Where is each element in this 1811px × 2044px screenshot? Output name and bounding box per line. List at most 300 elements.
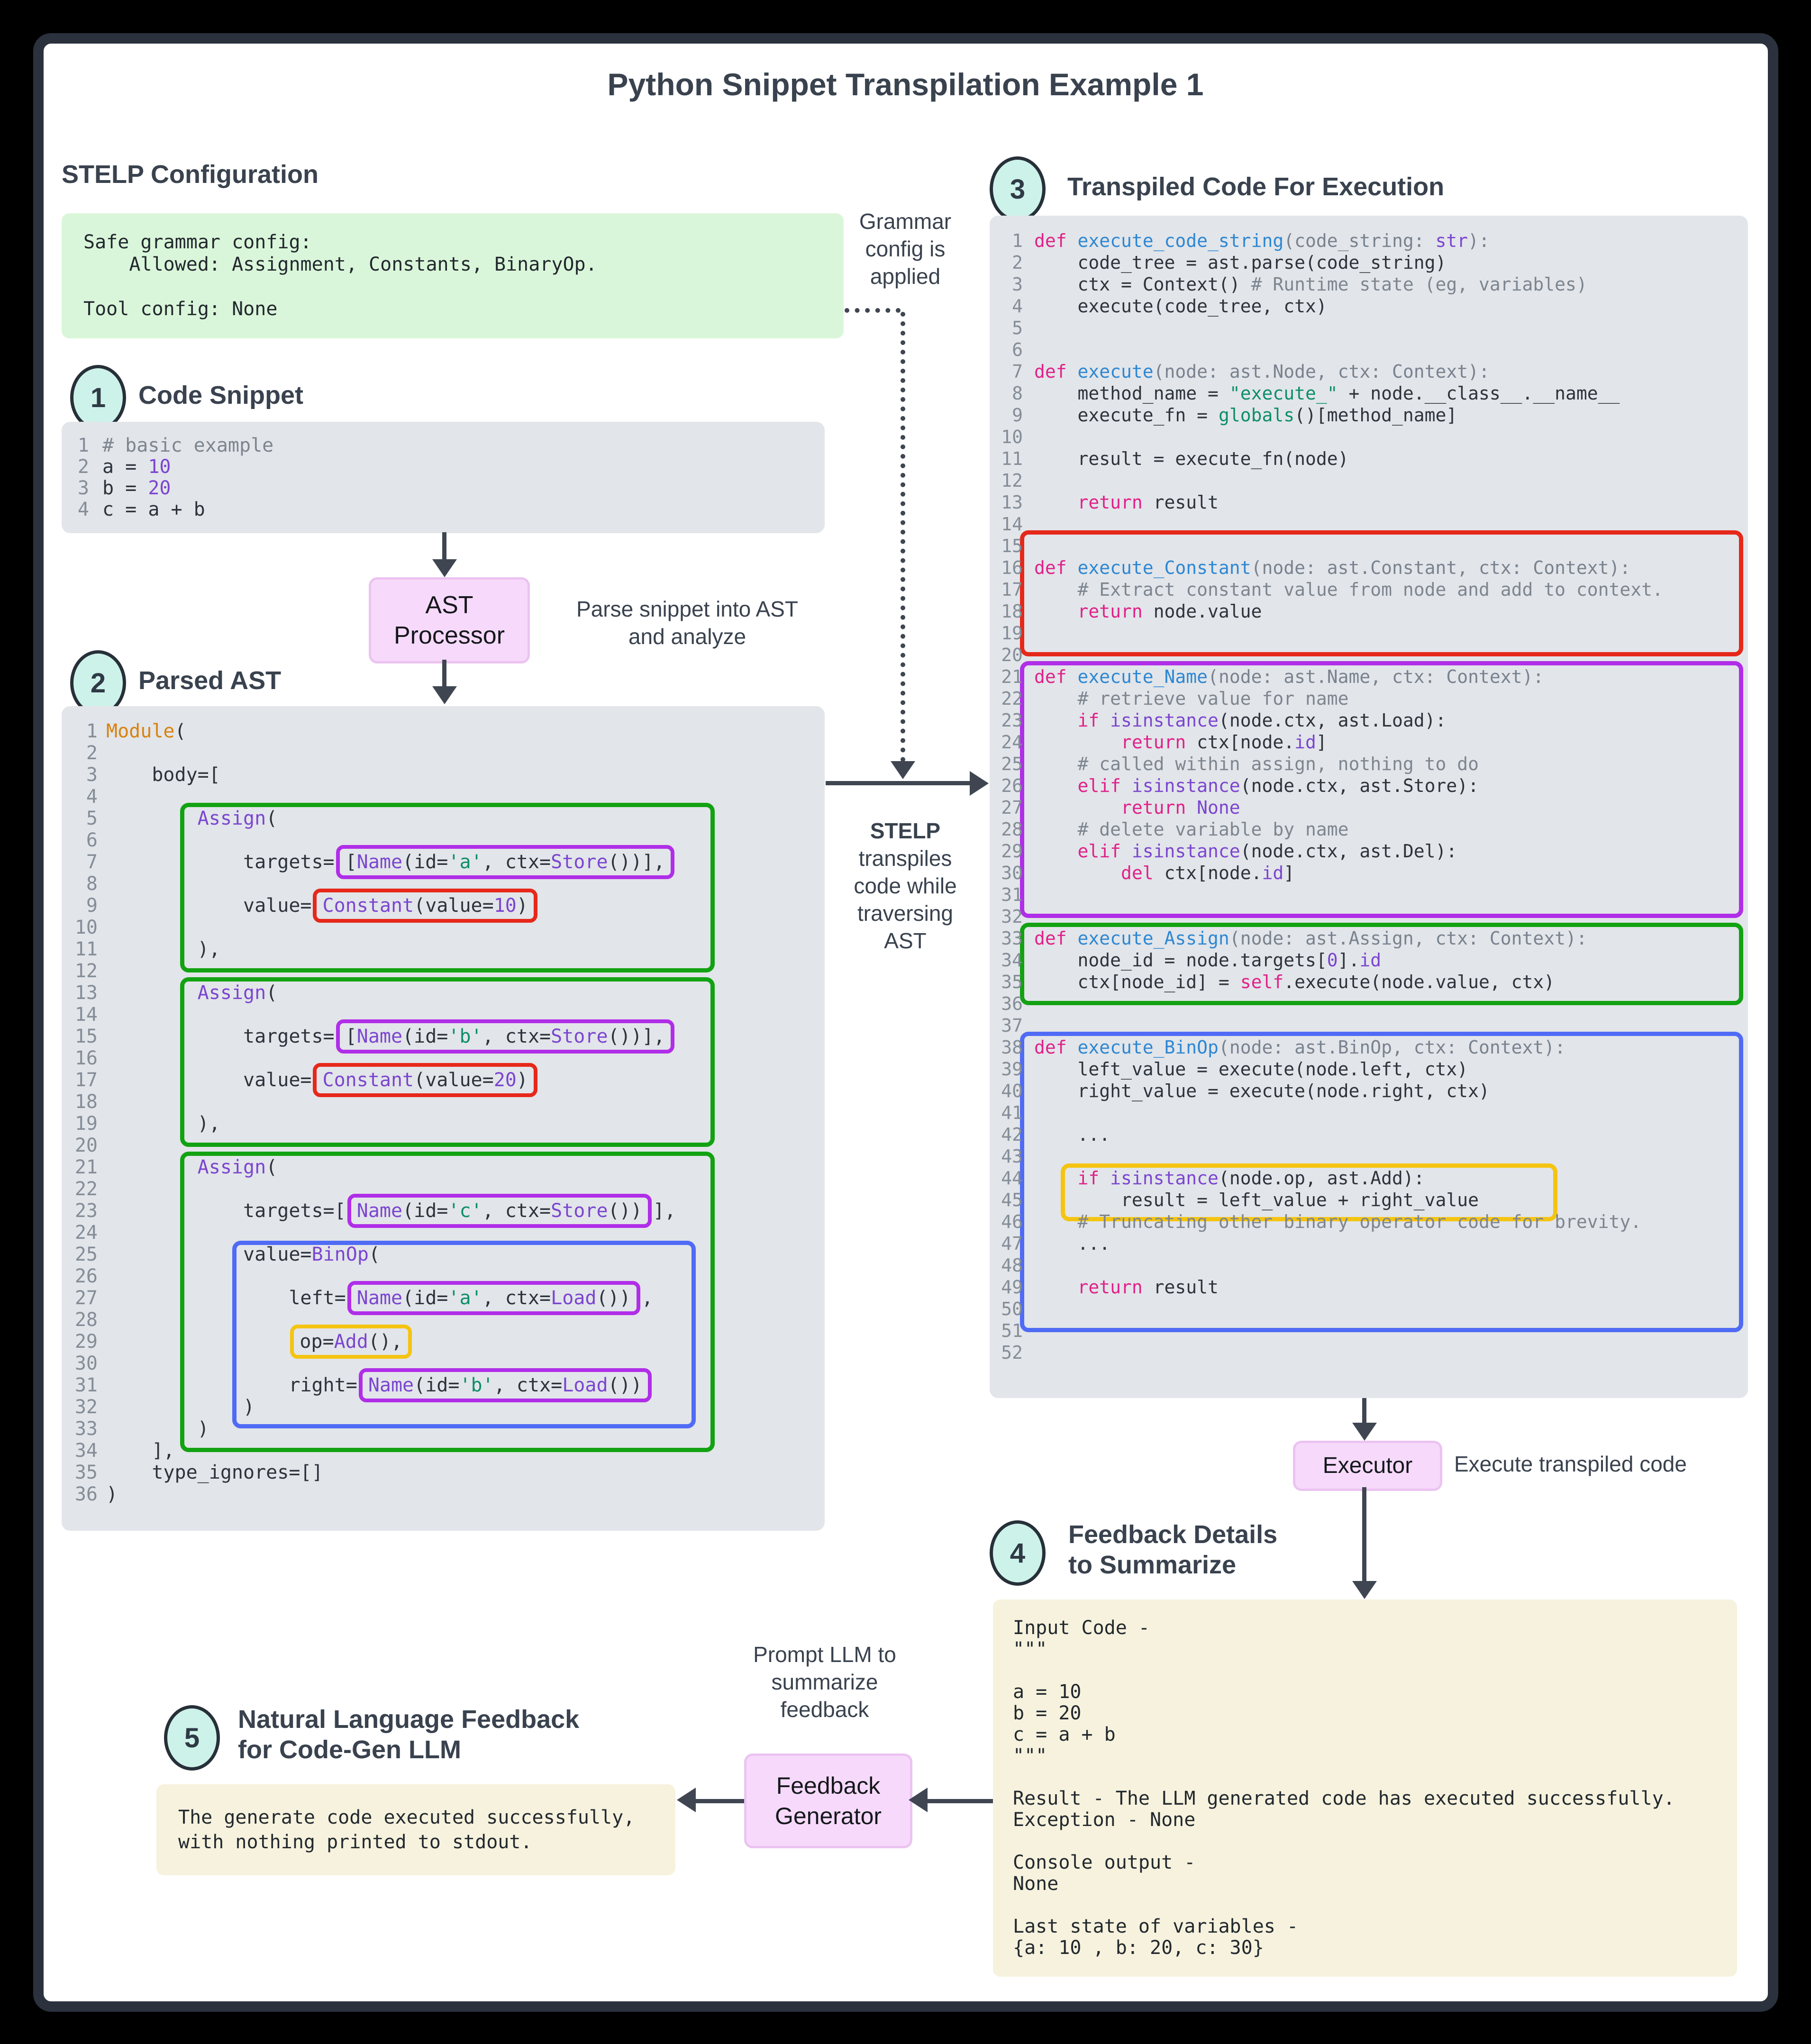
line-number: 19 <box>74 1113 98 1135</box>
code-line-content <box>106 1396 255 1418</box>
line-number: 24 <box>1001 732 1023 753</box>
code-token: Assign <box>197 808 266 829</box>
code-token: # delete variable by name <box>1034 819 1349 840</box>
nl-heading-line-1: Natural Language Feedback <box>238 1705 580 1734</box>
code-line <box>990 1342 1748 1363</box>
code-line-content <box>1034 491 1219 513</box>
code-line <box>990 404 1748 426</box>
code-line <box>62 1287 825 1309</box>
code-line-content <box>106 1331 413 1353</box>
arrow-ast-to-transpiled <box>826 781 970 785</box>
prompt-llm-note <box>706 1641 943 1723</box>
text-line: Result - The LLM generated code has executed successfully. <box>1013 1788 1675 1809</box>
badge-5: 5 <box>164 1705 220 1771</box>
line-number: 16 <box>74 1047 98 1069</box>
code-line-content <box>102 435 273 456</box>
line-number: 3 <box>86 764 98 786</box>
code-token: (node: ast.Constant, ctx: Context): <box>1251 557 1631 578</box>
code-line-content <box>1034 382 1620 404</box>
arrow-transpiled-to-executor <box>1362 1398 1366 1424</box>
code-token: ) <box>106 1483 118 1505</box>
code-line <box>990 1211 1748 1233</box>
line-number: 52 <box>1001 1342 1023 1363</box>
page-title: Python Snippet Transpilation Example 1 <box>607 67 1204 102</box>
line-number: 8 <box>1012 383 1023 404</box>
code-line-content <box>1034 709 1446 731</box>
line-number: 11 <box>74 938 98 960</box>
text-line: Last state of variables - <box>1013 1916 1299 1937</box>
code-token: execute_fn = <box>1034 405 1219 426</box>
code-token: 'b' <box>459 1374 494 1396</box>
code-line <box>62 786 825 808</box>
code-token: right_value = execute(node.right, ctx) <box>1034 1081 1490 1101</box>
line-number: 32 <box>74 1396 98 1418</box>
text-line: Feedback <box>776 1772 881 1799</box>
code-token: ]. <box>1338 950 1360 971</box>
line-number: 26 <box>1001 775 1023 796</box>
code-line-content <box>106 1374 653 1396</box>
ast-processor-box <box>369 577 530 663</box>
code-token: , ctx= <box>493 1374 563 1396</box>
code-token <box>106 1331 289 1353</box>
code-line <box>62 1135 825 1156</box>
line-number: 15 <box>74 1026 98 1047</box>
code-line <box>990 1233 1748 1254</box>
line-number: 21 <box>74 1156 98 1178</box>
code-token: ] <box>1283 863 1295 883</box>
line-number: 15 <box>1001 536 1023 556</box>
code-token: ( <box>174 720 186 742</box>
code-token: ) <box>516 1069 528 1091</box>
code-line-content <box>1034 753 1479 775</box>
code-line-content <box>1034 818 1348 840</box>
line-number: 31 <box>74 1374 98 1396</box>
code-token: str <box>1435 230 1468 251</box>
line-number: 4 <box>86 786 98 808</box>
text-line: with nothing printed to stdout. <box>178 1831 532 1853</box>
code-token: c = a + b <box>102 499 205 520</box>
text-line: Input Code - <box>1013 1617 1150 1639</box>
line-number: 11 <box>1001 448 1023 469</box>
code-token: id <box>1359 950 1382 971</box>
code-token: 'c' <box>448 1200 482 1222</box>
code-token: result = execute_fn(node) <box>1034 448 1349 469</box>
code-token: type_ignores=[] <box>106 1462 323 1483</box>
code-token: execute_BinOp <box>1077 1037 1219 1058</box>
parsed-ast-heading: Parsed AST <box>138 666 282 695</box>
line-number: 46 <box>1001 1211 1023 1232</box>
line-number: 2 <box>1012 252 1023 273</box>
code-token: , <box>641 1287 653 1309</box>
code-line-content <box>1034 797 1240 818</box>
code-line-content <box>1034 1036 1565 1058</box>
code-line-content <box>1034 688 1348 709</box>
line-number: 25 <box>74 1244 98 1265</box>
line-number: 34 <box>74 1440 98 1462</box>
code-token: elif <box>1034 841 1132 862</box>
line-number: 3 <box>77 477 89 499</box>
code-token: op= <box>300 1331 334 1353</box>
code-line <box>62 1200 825 1222</box>
code-line <box>990 513 1748 535</box>
line-number: 21 <box>1001 666 1023 687</box>
code-token: 20 <box>148 477 171 499</box>
code-line <box>62 764 825 786</box>
code-token: targets=[ <box>106 1200 346 1222</box>
code-token: self <box>1240 972 1284 992</box>
code-line <box>990 1189 1748 1211</box>
code-line <box>990 753 1748 775</box>
code-line <box>990 666 1748 688</box>
badge-4: 4 <box>990 1520 1046 1586</box>
code-line <box>990 1254 1748 1276</box>
code-line <box>990 1298 1748 1320</box>
line-number: 14 <box>1001 514 1023 535</box>
text-line: traversing <box>857 901 953 926</box>
dotted-connector-horizontal <box>845 308 901 313</box>
code-line-content <box>1034 252 1446 273</box>
line-number: 9 <box>1012 405 1023 426</box>
line-number: 28 <box>1001 819 1023 840</box>
code-token: execute_Name <box>1077 666 1208 687</box>
code-token: ) <box>106 1418 209 1440</box>
code-token: left= <box>106 1287 346 1309</box>
code-line <box>990 1320 1748 1342</box>
text-line: feedback <box>780 1697 869 1722</box>
code-token <box>106 1156 198 1178</box>
dotted-connector-arrowhead-icon <box>891 761 915 779</box>
code-line <box>990 361 1748 382</box>
code-token: ] <box>1316 732 1327 753</box>
line-number: 17 <box>1001 579 1023 600</box>
code-token: ()) <box>596 1287 631 1309</box>
code-line <box>990 1036 1748 1058</box>
code-line <box>62 1374 825 1396</box>
code-token: Name <box>356 1026 403 1047</box>
nl-feedback-box <box>156 1784 675 1875</box>
code-token: targets= <box>106 851 335 873</box>
code-token: ctx[node_id] = <box>1034 972 1240 992</box>
text-line: summarize <box>771 1670 878 1694</box>
arrow-processor-to-ast-head-icon <box>432 686 457 704</box>
code-line <box>62 1462 825 1483</box>
code-token: def <box>1034 230 1078 251</box>
code-line <box>62 1483 825 1505</box>
line-number: 9 <box>86 895 98 917</box>
code-line-content <box>1034 862 1294 884</box>
code-token: code_tree = ast.parse(code_string) <box>1034 252 1447 273</box>
code-token: ): <box>1468 230 1490 251</box>
code-token: (value= <box>414 895 494 917</box>
code-token: ())], <box>608 851 665 873</box>
code-token: right= <box>106 1374 357 1396</box>
code-token: 0 <box>1327 950 1338 971</box>
line-number: 32 <box>1001 906 1023 927</box>
code-token: return <box>1034 601 1143 622</box>
code-line-content <box>102 478 171 499</box>
code-line <box>990 1124 1748 1145</box>
code-token: return <box>1034 732 1186 753</box>
code-token: isinstance <box>1131 841 1240 862</box>
code-line-content <box>1034 1124 1110 1145</box>
code-line <box>990 470 1748 491</box>
arrow-snippet-to-processor <box>442 532 446 562</box>
line-number: 4 <box>1012 296 1023 317</box>
code-token: a = <box>102 456 148 478</box>
code-line <box>990 1058 1748 1080</box>
line-number: 7 <box>86 851 98 873</box>
text-line: Console output - <box>1013 1852 1196 1873</box>
code-token: node.value <box>1142 601 1262 622</box>
code-line-content <box>106 808 277 829</box>
code-line-content <box>1034 775 1479 797</box>
code-token: # Extract constant value from node and add to context. <box>1034 579 1663 600</box>
line-number: 51 <box>1001 1320 1023 1341</box>
code-line <box>62 1113 825 1135</box>
code-token: def <box>1034 361 1078 382</box>
code-line <box>990 1015 1748 1036</box>
code-line <box>990 797 1748 818</box>
line-number: 18 <box>1001 601 1023 622</box>
code-line <box>990 339 1748 361</box>
arrow-processor-to-ast <box>442 660 446 687</box>
line-number: 33 <box>1001 928 1023 949</box>
code-line-content <box>102 499 205 520</box>
code-line <box>62 1440 825 1462</box>
text-line: Safe grammar config: <box>83 231 312 253</box>
feedback-generator-box <box>744 1753 912 1848</box>
code-token: execute(code_tree, ctx) <box>1034 296 1327 317</box>
code-token: method_name = <box>1034 383 1229 404</box>
code-line <box>62 456 825 478</box>
code-line-content <box>106 1483 118 1505</box>
code-token: ( <box>266 982 278 1004</box>
code-line <box>62 1091 825 1113</box>
text-line <box>1013 1895 1717 1916</box>
code-line <box>990 230 1748 252</box>
code-line-content <box>106 1026 676 1047</box>
code-token: 10 <box>148 456 171 478</box>
code-line <box>62 895 825 917</box>
code-token: result <box>1142 1277 1219 1298</box>
text-line: STELP <box>870 818 941 843</box>
code-token: id <box>1262 863 1284 883</box>
code-token: (node: ast.Name, ctx: Context): <box>1208 666 1544 687</box>
code-line-content <box>102 456 171 478</box>
code-token: execute_code_string <box>1077 230 1284 251</box>
badge-1: 1 <box>70 365 126 430</box>
code-token: body=[ <box>106 764 220 786</box>
line-number: 40 <box>1001 1081 1023 1101</box>
code-token: Name <box>356 1287 403 1309</box>
line-number: 33 <box>74 1418 98 1440</box>
code-token: Store <box>551 851 608 873</box>
code-token <box>106 808 198 829</box>
text-line: Processor <box>393 622 505 649</box>
code-token: def <box>1034 1037 1078 1058</box>
code-line <box>62 1309 825 1331</box>
arrow-executor-to-feedback-head-icon <box>1352 1581 1377 1599</box>
code-line-content <box>1034 448 1348 470</box>
text-line: AST <box>884 928 927 953</box>
code-line-content <box>1034 404 1457 426</box>
text-line: AST <box>425 591 473 619</box>
arrow-executor-to-feedback <box>1362 1487 1366 1582</box>
code-token: None <box>1197 797 1240 818</box>
code-line <box>990 622 1748 644</box>
line-number: 26 <box>74 1265 98 1287</box>
code-line <box>62 435 825 456</box>
line-number: 37 <box>1001 1015 1023 1036</box>
code-line <box>990 1276 1748 1298</box>
code-token: node_id = node.targets[ <box>1034 950 1327 971</box>
code-token: ()) <box>608 1374 642 1396</box>
code-token: # Truncating other binary operator code for brevity. <box>1034 1211 1642 1232</box>
line-number: 48 <box>1001 1255 1023 1276</box>
code-token: del <box>1034 863 1154 883</box>
executor-box <box>1293 1441 1442 1491</box>
code-line <box>990 1080 1748 1102</box>
code-token: ) <box>516 895 528 917</box>
code-token: "execute_" <box>1229 383 1338 404</box>
badge-3: 3 <box>990 156 1046 222</box>
line-number: 22 <box>74 1178 98 1200</box>
code-token: (node.op, ast.Add): <box>1218 1168 1425 1189</box>
text-line: None <box>1013 1873 1059 1895</box>
line-number: 1 <box>1012 230 1023 251</box>
code-line-content <box>106 1156 277 1178</box>
code-token: value= <box>106 895 312 917</box>
code-token: result <box>1142 492 1219 513</box>
code-line-content <box>106 982 277 1004</box>
text-line: Exception - None <box>1013 1809 1196 1831</box>
stelp-config-box <box>62 213 844 338</box>
code-token: 20 <box>493 1069 517 1091</box>
code-line <box>62 1156 825 1178</box>
line-number: 25 <box>1001 754 1023 774</box>
code-token: Load <box>551 1287 597 1309</box>
line-number: 34 <box>1001 950 1023 971</box>
code-line-content <box>106 1200 676 1222</box>
code-token: (node.ctx, ast.Store): <box>1240 775 1479 796</box>
code-token: ) <box>106 1396 255 1418</box>
code-token: b = <box>102 477 148 499</box>
feedback-heading-line-2: to Summarize <box>1068 1551 1237 1579</box>
code-token: Add <box>334 1331 368 1353</box>
transpiled-code-box <box>990 216 1748 1398</box>
code-line <box>62 960 825 982</box>
code-line <box>62 808 825 829</box>
line-number: 14 <box>74 1004 98 1026</box>
line-number: 12 <box>74 960 98 982</box>
code-line-content <box>1034 1058 1468 1080</box>
code-line-content <box>106 720 186 742</box>
code-token: elif <box>1034 775 1132 796</box>
line-number: 27 <box>74 1287 98 1309</box>
text-line <box>83 276 822 298</box>
code-line-content <box>1034 557 1630 579</box>
code-token: ... <box>1034 1124 1110 1145</box>
code-line <box>990 382 1748 404</box>
code-line <box>990 993 1748 1015</box>
code-line-content <box>1034 273 1587 295</box>
code-token: , ctx= <box>482 1026 551 1047</box>
line-number: 36 <box>1001 993 1023 1014</box>
line-number: 31 <box>1001 884 1023 905</box>
code-line <box>62 478 825 499</box>
line-number: 13 <box>74 982 98 1004</box>
line-number: 1 <box>86 720 98 742</box>
line-number: 10 <box>1001 427 1023 447</box>
code-line-content <box>106 1462 323 1483</box>
code-token: BinOp <box>311 1244 369 1265</box>
line-number: 36 <box>74 1483 98 1505</box>
code-line-content <box>106 938 220 960</box>
line-number: 16 <box>1001 557 1023 578</box>
code-line <box>990 818 1748 840</box>
code-token: def <box>1034 557 1078 578</box>
code-line <box>990 709 1748 731</box>
code-line <box>990 426 1748 448</box>
stelp-config-heading: STELP Configuration <box>62 160 319 189</box>
code-token: isinstance <box>1131 775 1240 796</box>
nl-heading-line-2: for Code-Gen LLM <box>238 1735 461 1764</box>
code-line-content <box>1034 731 1327 753</box>
line-number: 12 <box>1001 470 1023 491</box>
line-number: 3 <box>1012 274 1023 295</box>
text-line: Grammar <box>859 209 952 234</box>
arrow-ast-to-transpiled-head-icon <box>970 771 989 796</box>
code-token: Name <box>356 1200 403 1222</box>
code-line-content <box>1034 1189 1479 1211</box>
code-token: execute_Constant <box>1077 557 1251 578</box>
text-line: Allowed: Assignment, Constants, BinaryOp. <box>83 254 597 275</box>
badge-2: 2 <box>70 650 126 716</box>
code-token: Load <box>562 1374 608 1396</box>
code-line <box>62 1222 825 1244</box>
code-token: Store <box>551 1026 608 1047</box>
line-number: 13 <box>1001 492 1023 513</box>
code-line-content <box>1034 840 1457 862</box>
dotted-connector-vertical <box>901 312 905 762</box>
line-number: 29 <box>1001 841 1023 862</box>
code-line <box>62 917 825 938</box>
code-line <box>62 938 825 960</box>
text-line: Prompt LLM to <box>753 1642 896 1667</box>
code-line-content <box>106 1287 653 1309</box>
code-line <box>62 1331 825 1353</box>
code-line-content <box>1034 230 1490 252</box>
code-token: 10 <box>493 895 517 917</box>
text-line: transpiles <box>858 846 952 871</box>
arrow-generator-to-nl-head-icon <box>677 1788 696 1812</box>
code-line <box>990 1145 1748 1167</box>
arrow-snippet-to-processor-head-icon <box>432 559 457 577</box>
code-line <box>990 971 1748 993</box>
line-number: 5 <box>1012 318 1023 338</box>
line-number: 23 <box>1001 710 1023 731</box>
text-line: code while <box>854 873 957 898</box>
code-line <box>62 1026 825 1047</box>
text-line <box>1013 1831 1717 1852</box>
code-token: # retrieve value for name <box>1034 688 1349 709</box>
code-line <box>990 295 1748 317</box>
code-token: ), <box>106 938 220 960</box>
transpiled-heading: Transpiled Code For Execution <box>1067 173 1445 201</box>
code-line-content <box>1034 666 1544 688</box>
line-number: 30 <box>74 1353 98 1374</box>
code-line <box>62 1418 825 1440</box>
